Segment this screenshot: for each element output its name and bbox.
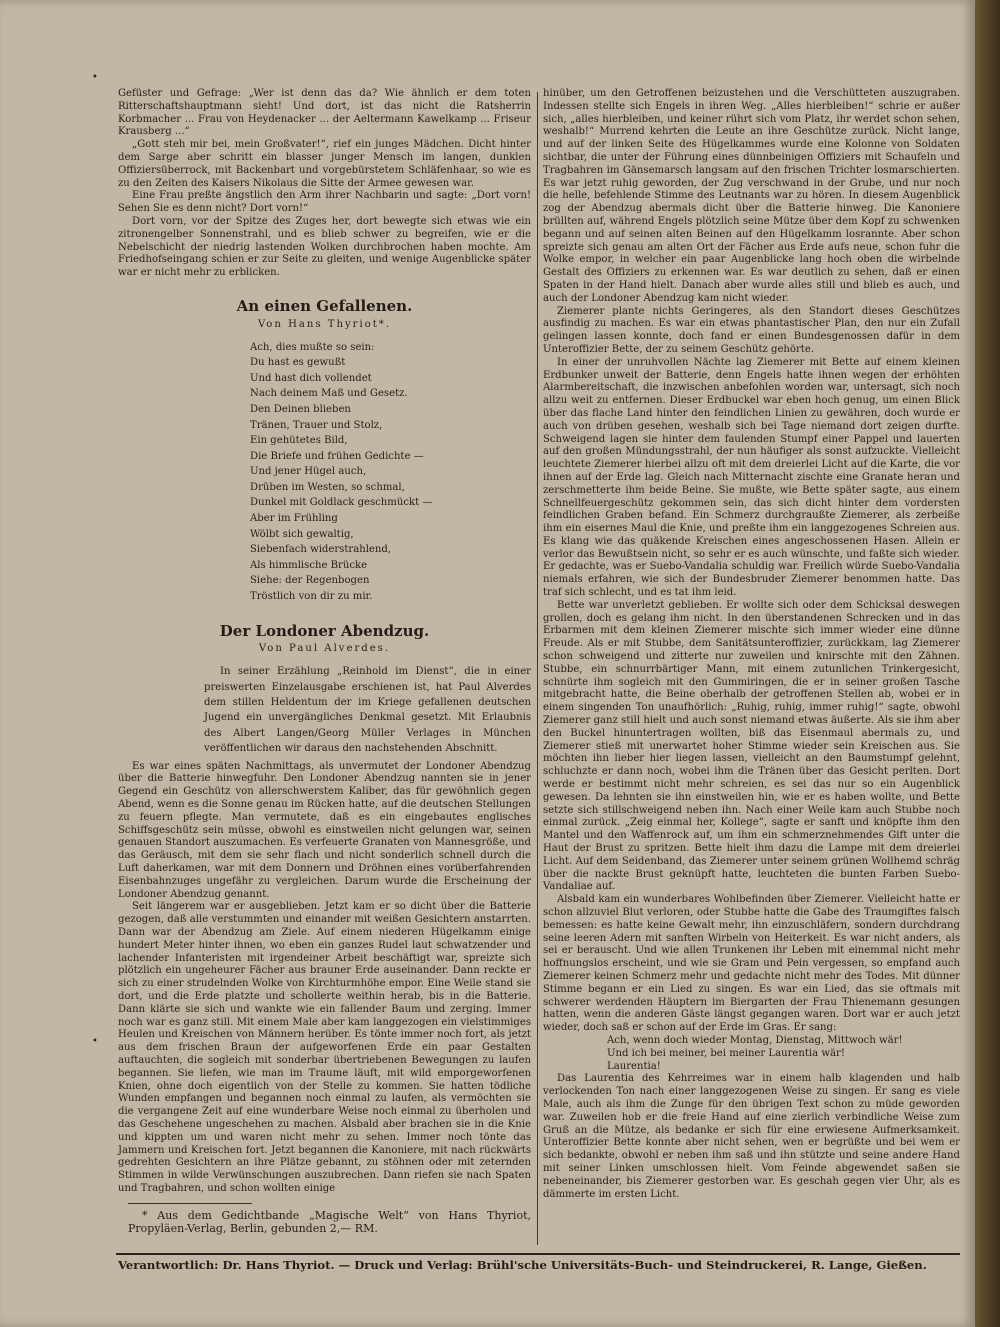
song-line: Ach, wenn doch wieder Montag, Dienstag, Mittwoch wär! [607, 1034, 903, 1046]
story-title: Der Londoner Abendzug. [219, 621, 430, 640]
poem-line: Du hast es gewußt [250, 357, 346, 369]
story-byline: Von Paul Alverdes. [258, 643, 391, 655]
poem-title: An einen Gefallenen. [236, 296, 413, 315]
opening-paragraph: Dort vorn, vor der Spitze des Zuges her, dort bewegte sich etwas wie ein zitronengelber Sonnenstrahl, und es blieb schwer zu begreifen, wie er die Nebelschicht der niedrig lastenden Wolken durchbrochen haben mochte. Am Friedhofseingang schien er zur Seite zu gleiten, und wenige Augenblicke später war er nicht mehr zu erblicken. [118, 215, 531, 279]
margin-mark: • [92, 1036, 98, 1047]
song-line: Laurentia! [607, 1060, 661, 1072]
story-paragraph: Alsbald kam ein wunderbares Wohlbefinden über Ziemerer. Vielleicht hatte er schon allzuviel Blut verloren, oder Stubbe hatte die Gabe des Traumgiftes falsch bemessen: es hatte keine Gewalt mehr, ihn einzuschläfern, sondern durchdrang seine leeren Adern mit sanften Wirbeln von Heiterkeit. Es war nicht anders, als sei er berauscht. Und wie allen Trunkenen ihr Leben mit einemmal nicht mehr hoffnungslos erscheint, und wie sie Gram und Pein vergessen, so empfand auch Ziemerer keinen Schmerz mehr und gedachte nicht mehr des Todes. Mit dünner Stimme begann er ein Lied zu singen. Es war ein Lied, das sie oftmals mit schwerer werdenden Häuptern im Biergarten der Frau Thienemann gesungen hatten, wenn die anderen Gäste längst gegangen waren. Dort war er auch jetzt wieder, doch saß er schon auf der Erde im Gras. Er sang: [543, 894, 960, 1034]
poem-line: Aber im Frühling [250, 513, 338, 525]
story-paragraph: In einer der unruhvollen Nächte lag Ziemerer mit Bette auf einem kleinen Erdbunker unweit der Batterie, denn Engels hatte ihnen wegen der erhöhten Alarmbereitschaft, die inzwischen anbefohlen worden war, untersagt, sich noch allzu weit zu entfernen. Dieser Erdbuckel war eben hoch genug, um einen Blick über das flache Land hinter den feindlichen Linien zu gewähren, doch wurde er auch von drüben gesehen, weshalb sich bei Tage niemand dort zeigen durfte. Schweigend lagen sie hinter dem faulenden Stumpf einer Pappel und lauerten auf den großen Mündungsstrahl, der nun häufiger als sonst aufzuckte. Vielleicht leuchtete Ziemerer hierbei allzu oft mit dem dreierlei Licht auf die Karte, die vor ihnen auf der Erde lag. Gleich nach Mitternacht zischte eine Granate heran und zerschmetterte ihm beide Beine. Sie mußte, wie Bette später sagte, aus einem Schnellfeuergeschütz gekommen sein, das sich dicht hinter dem vordersten feindlichen Graben befand. Ein Schmerz durchgraußte Ziemerer, als zerbeiße ihm ein eisernes Maul die Knie, und preßte ihm ein langgezogenes Schreien aus. Es klang wie das quäkende Kreischen eines angeschossenen Hasen. Allein er verlor das Bewußtsein nicht, so sehr er es auch wünschte, und faßte sich wieder. Er gedachte, was er Suebo-Vandalia schuldig war. Freilich würde Suebo-Vandalia niemals erfahren, wie sich der Bundesbruder Ziemerer benommen hatte. Das traf sich schlecht, und es tat ihm leid. [543, 356, 960, 599]
poem-line: Drüben im Westen, so schmal, [250, 481, 405, 493]
footnote: * Aus dem Gedichtbande „Magische Welt“ von Hans Thyriot, Propyläen-Verlag, Berlin, gebunden 2,— RM. [128, 1208, 531, 1235]
poem-line: Und jener Hügel auch, [250, 466, 367, 478]
story-intro [204, 664, 531, 756]
story-paragraph: Es war eines späten Nachmittags, als unvermutet der Londoner Abendzug über die Batterie hinwegfuhr. Den Londoner Abendzug nannten sie in jener Gegend ein Geschütz von allerschwerstem Kaliber, das für gewöhnlich gegen Abend, wenn es die Sonne genau im Rücken hatte, auf die deutschen Stellungen zu feuern pflegte. Man vermutete, daß es ein eingebautes englisches Schiffsgeschütz sein müsse, obwohl es einstweilen nicht gelungen war, seinen genauen Standort auszumachen. Es verfeuerte Granaten von Mannesgröße, und das Geräusch, mit dem sie sehr flach und nicht sonderlich schnell durch die Luft daherkamen, war mit dem Donnern und Dröhnen eines vorüberfahrenden Eisenbahnzuges ungefähr zu vergleichen. Darum wurde die Erscheinung der Londoner Abendzug genannt. [118, 760, 531, 900]
right-column [543, 88, 960, 1201]
poem-line: Tränen, Trauer und Stolz, [250, 419, 383, 431]
column-divider [537, 92, 538, 1245]
story-paragraph: Bette war unverletzt geblieben. Er wollte sich oder dem Schicksal deswegen grollen, doch es gelang ihm nicht. In den überstandenen Schrecken und in das Erbarmen mit dem kleinen Ziemerer mischte sich immer wieder eine dünne Freude. Als er mit Stubbe, dem Sanitätsunteroffizier, zurückkam, lag Ziemerer schon schweigend und zitterte nur zuweilen und knirschte mit den Zähnen. Stubbe, ein schnurrbärtiger Mann, mit einem zutunlichen Trinkergesicht, schnürte ihm sogleich mit den Gummiringen, die er in seiner großen Tasche mitgebracht hatte, die Beine oberhalb der getroffenen Stellen ab, wobei er in einem singenden Ton unaufhörlich: „Ruhig, ruhig, immer ruhig!“ sagte, obwohl Ziemerer ganz still hielt und auch sonst niemand etwas äußerte. Als sie ihm aber den Buckel hinuntertragen wollten, biß das Eisenmaul abermals zu, und Ziemerer stieß mit unerwartet hoher Stimme wieder sein Kreischen aus. Sie möchten ihn lieber hier liegen lassen, vielleicht an den Baumstumpf gelehnt, schluchzte er dann noch, wobei ihm die Tränen über das Gesicht perlten. Dort werde er bestimmt nicht mehr schreien, es sei das nur so ein Augenblick gewesen. Da lehnten sie ihn einstweilen hin, wie er es haben wollte, und Bette setzte sich stillschweigend neben ihn. Nach einer Weile kam auch Stubbe noch einmal zurück. „Zeig einmal her, Kollege“, sagte er sanft und knöpfte ihm den Mantel und den Waffenrock auf, um ihm ein schmerznehmendes Gift unter die Haut der Brust zu spritzen. Bette hielt ihm dazu die Lampe mit dem dreierlei Licht. Auf dem Seidenband, das Ziemerer unter seinem grünen Wollhemd schräg über die nackte Brust geknüpft hatte, leuchteten die bunten Farben Suebo-Vandaliae auf. [543, 599, 960, 893]
poem-byline: Von Hans Thyriot*. [257, 318, 392, 330]
story-paragraph: Seit längerem war er ausgeblieben. Jetzt kam er so dicht über die Batterie gezogen, daß alle verstummten und einander mit weißen Gesichtern anstarrten. Dann war der Abendzug am Ziele. Auf einem niederen Hügelkamm einige hundert Meter hinter ihnen, wo eben ein ganzes Rudel laut schwatzender und lachender Infanteristen mit irgendeiner Arbeit beschäftigt war, spreizte sich plötzlich ein ungeheurer Fächer aus brauner Erde auseinander. Dann reckte er sich zu einer strudelnden Wolke von Kirchturmhöhe empor. Eine Weile stand sie dort, und die Erde platzte und schollerte weithin herab, bis in die Batterie. Dann klärte sie sich und wankte wie ein fallender Baum und zerging. Immer noch war es ganz still. Mit einem Male aber kam langgezogen ein vielstimmiges Heulen und Kreischen von Männern herüber. Es tönte immer noch fort, als jetzt aus dem frischen Braun der aufgeworfenen Erde ein paar Gestalten auftauchten, die sogleich mit sonderbar übertriebenen Bewegungen zu laufen begannen. Sie liefen, wie man im Traume läuft, mit wild emporgeworfenen Knien, ohne doch eigentlich von der Stelle zu kommen. Sie hatten tödliche Wunden empfangen und begannen noch einmal zu laufen, als vermöchten sie die vergangene Zeit auf eine wunderbare Weise noch einmal zu überholen und das Geschehene ungeschehen zu machen. Alsbald aber brachen sie in die Knie und kippten um und waren nicht mehr zu sehen. Immer noch tönte das Jammern und Kreischen fort. Jetzt begannen die Kanoniere, mit nach rückwärts gedrehten Gesichtern an ihre Plätze gebannt, zu stöhnen oder mit zeternden Stimmen in wilde Verwünschungen auszubrechen. Dann riefen sie nach Spaten und Tragbahren, und schon wollten einige [118, 901, 531, 1194]
opening-paragraph: „Gott steh mir bei, mein Großvater!“, rief ein junges Mädchen. Dicht hinter dem Sarge aber schritt ein blasser junger Mensch im langen, dunklen Offiziersüberrock, mit Backenbart und vorgebürstetem Schläfenhaar, so wie es zu den Zeiten des Kaisers Nikolaus die Sitte der Armee gewesen war. [118, 139, 531, 189]
opening-paragraph: Eine Frau preßte ängstlich den Arm ihrer Nachbarin und sagte: „Dort vorn! Sehen Sie es denn nicht? Dort vorn!“ [118, 190, 531, 215]
song-lyrics [607, 1035, 960, 1073]
poem-line: Als himmlische Brücke [250, 559, 368, 571]
song-line: Und ich bei meiner, bei meiner Laurentia wär! [607, 1047, 845, 1059]
poem-line: Tröstlich von dir zu mir. [250, 591, 373, 603]
poem-line: Ach, dies mußte so sein: [250, 341, 375, 353]
poem-line: Die Briefe und frühen Gedichte — [250, 450, 424, 462]
poem-body [250, 340, 531, 605]
poem-line: Siebenfach widerstrahlend, [250, 544, 392, 556]
story-paragraph: Ziemerer plante nichts Geringeres, als den Standort dieses Geschützes ausfindig zu machen. Es war ein etwas phantastischer Plan, den nur ein Zufall gelingen lassen konnte, doch fand er einen Bundesgenossen dafür in dem Unteroffizier Bette, der zu seinem Geschütz gehörte. [543, 305, 960, 355]
poem-line: Ein gehütetes Bild, [250, 435, 348, 447]
poem-line: Und hast dich vollendet [250, 372, 372, 384]
footnote-rule [128, 1203, 252, 1204]
poem-line: Wölbt sich gewaltig, [250, 528, 354, 540]
poem-line: Den Deinen blieben [250, 403, 351, 415]
poem-line: Dunkel mit Goldlack geschmückt — [250, 497, 433, 509]
story-paragraph: Das Laurentia des Kehrreimes war in einem halb klagenden und halb verlockenden Ton nach einer langgezogenen Weise zu singen. Er sang es viele Male, auch als ihm die Zunge für den übrigen Text schon zu müde geworden war. Zuweilen hob er die freie Hand auf eine zierlich verbindliche Weise zum Gruß an die Mütze, als bedanke er sich für eine erwiesene Aufmerksamkeit. Unteroffizier Bette konnte aber nicht sehen, wen er begrüßte und bei wem er sich bedankte, obwohl er neben ihm saß und ihn stützte und seine andere Hand mit seiner Linken umschlossen hielt. Vom Feinde abgewendet saßen sie nebeneinander, bis Ziemerer gestorben war. Es geschah gegen vier Uhr, als es dämmerte im ersten Licht. [543, 1073, 960, 1200]
binding-edge [975, 0, 1000, 1327]
imprint-line: Verantwortlich: Dr. Hans Thyriot. — Druck und Verlag: Brühl'sche Universitäts-Buch- und Steindruckerei, R. Lange, Gießen. [118, 1258, 927, 1272]
margin-mark: • [92, 72, 98, 83]
opening-paragraph: Gefüster und Gefrage: „Wer ist denn das da? Wie ähnlich er dem toten Ritterschaftshauptmann sieht! Und dort, ist das nicht die Ratsherrin Korbmacher ... Frau von Heydenacker ... der Aeltermann Kawelkamp ... Friseur Krausberg ...“ [118, 88, 531, 138]
intro-paragraph: In seiner Erzählung „Reinhold im Dienst“, die in einer preiswerten Einzelausgabe erschienen ist, hat Paul Alverdes dem stillen Heldentum der im Kriege gefallenen deutschen Jugend ein unvergängliches Denkmal gesetzt. Mit Erlaubnis des Albert Langen/Georg Müller Verlages in München veröffentlichen wir daraus den nachstehenden Abschnitt. [204, 666, 531, 755]
imprint-rule [116, 1253, 960, 1255]
left-column [118, 88, 531, 1235]
poem-line: Siehe: der Regenbogen [250, 575, 370, 587]
poem-line: Nach deinem Maß und Gesetz. [250, 388, 408, 400]
story-paragraph: hinüber, um den Getroffenen beizustehen und die Verschütteten auszugraben. Indessen stellte sich Engels in ihren Weg. „Alles hierbleiben!“ schrie er außer sich, „alles hierbleiben, und keiner rührt sich vom Platz, ihr werdet schon sehen, weshalb!“ Murrend kehrten die Leute an ihre Geschütze zurück. Nicht lange, und auf der linken Seite des Hügelkammes wurde eine Kolonne von Soldaten sichtbar, die unter der Führung eines dünnbeinigen Offiziers mit Schaufeln und Tragbahren im Gänsemarsch langsam auf den frischen Trichter losmarschierten. Es war jetzt ruhig geworden, der Zug verschwand in der Grube, und nur noch die helle, befehlende Stimme des Leutnants war zu hören. In diesem Augenblick zog der Abendzug abermals dicht über die Batterie hinweg. Die Kanoniere brüllten auf, während Engels plötzlich seine Mütze über dem Kopf zu schwenken begann und auf seinen alten Beinen auf den Hügelkamm losrannte. Aber schon spreizte sich genau am alten Ort der Fächer aus Erde aufs neue, schon fuhr die Wolke empor, in welcher ein paar Augenblicke lang hoch oben die wirbelnde Gestalt des Offiziers zu erkennen war. Es war deutlich zu sehen, daß er einen Spaten in der Hand hielt. Danach aber wurde alles still und blieb es auch, und auch der Londoner Abendzug kam nicht wieder. [543, 88, 960, 304]
